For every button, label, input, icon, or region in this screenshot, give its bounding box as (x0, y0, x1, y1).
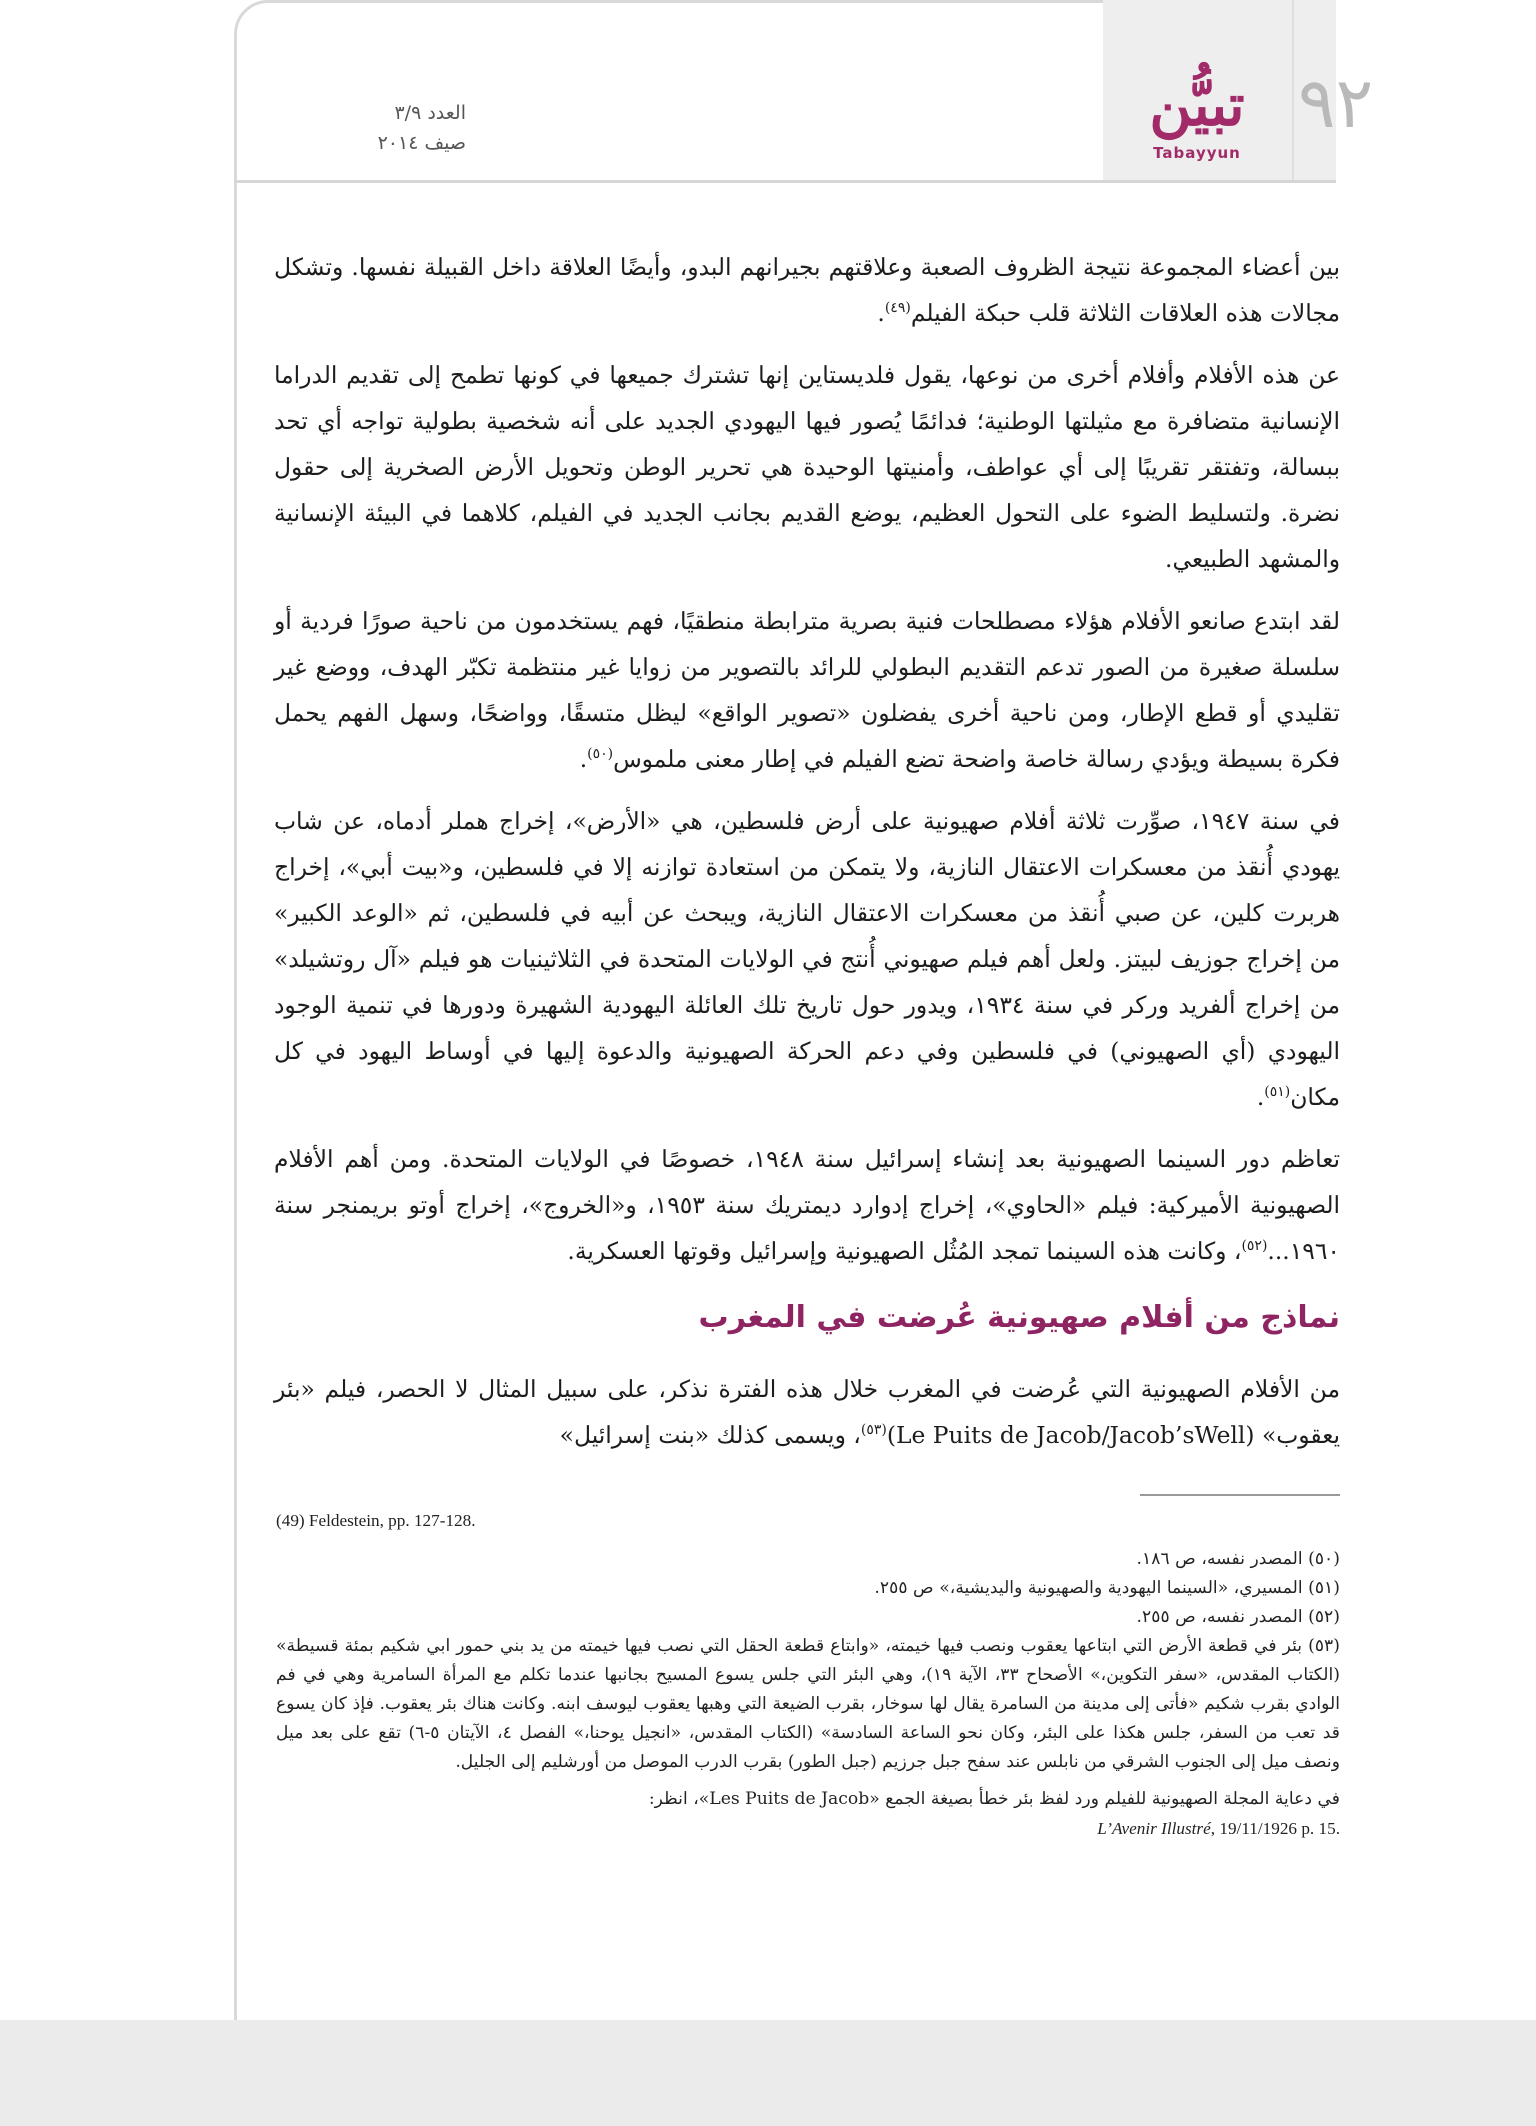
issue-season: صيف ٢٠١٤ (377, 132, 466, 154)
paragraph (274, 352, 1340, 582)
footnote-separator (1140, 1494, 1340, 1496)
section-heading: نماذج من أفلام صهيونية عُرضت في المغرب (698, 1300, 1340, 1335)
paragraph-tail: ، وكانت هذه السينما تمجد المُثُل الصهيونية وإسرائيل وقوتها العسكرية. (567, 1237, 1242, 1265)
footnote-ref[interactable]: (٥١) (1264, 1084, 1291, 1101)
logo-arabic-wordmark: تبيُّن (1149, 71, 1245, 139)
footnotes (276, 1506, 1340, 1843)
paragraph-text: في سنة ١٩٤٧، صوِّرت ثلاثة أفلام صهيونية على أرض فلسطين، هي «الأرض»، إخراج هملر أدماه، عن شاب يهودي أُنقذ من معسكرات الاعتقال النازية، ولا يتمكن من استعادة توازنه إلا في فلسطين، و«بيت أبي»، إخراج هربرت كلين، عن صبي أُنقذ من معسكرات الاعتقال النازية، ويبحث عن أبيه في فلسطين، ثم «الوعد الكبير» من إخراج جوزيف لبيتز. ولعل أهم فيلم صهيوني أُنتج في الولايات المتحدة في الثلاثينيات هو فيلم «آل روتشيلد» من إخراج ألفريد وركر في سنة ١٩٣٤، ويدور حول تاريخ تلك العائلة اليهودية الشهيرة ودورها في تنمية الوجود اليهودي (أي الصهيوني) في فلسطين وفي دعم الحركة الصهيونية والدعوة إليها في أوساط اليهود في كل مكان (274, 807, 1340, 1111)
header-rule (234, 180, 1336, 183)
paragraph (274, 1136, 1340, 1274)
footnote-ref[interactable]: (٥٣) (860, 1422, 887, 1439)
journal-logo (1122, 71, 1272, 168)
paragraph-text: من الأفلام الصهيونية التي عُرضت في المغرب خلال هذه الفترة نذكر، على سبيل المثال لا الحصر، فيلم «بئر يعقوب» (Le Puits de Jacob/Jacob’sWell) (274, 1375, 1340, 1449)
paragraph (274, 244, 1340, 336)
article-body (274, 244, 1340, 1474)
paragraph-tail: . (1256, 1083, 1265, 1111)
footnote-50: (٥٠) المصدر نفسه، ص ١٨٦. (1136, 1549, 1340, 1569)
footnote-gap (276, 1777, 1340, 1785)
paragraph-text: تعاظم دور السينما الصهيونية بعد إنشاء إسرائيل سنة ١٩٤٨، خصوصًا في الولايات المتحدة. ومن أهم الأفلام الصهيونية الأميركية: فيلم «الحاوي»، إخراج إدوارد ديمتريك سنة ١٩٥٣، و«الخروج»، إخراج أوتو بريمنجر سنة ١٩٦٠... (274, 1145, 1340, 1265)
paragraph-text: بين أعضاء المجموعة نتيجة الظروف الصعبة وعلاقتهم بجيرانهم البدو، وأيضًا العلاقة داخل القبيلة نفسها. وتشكل مجالات هذه العلاقات الثلاثة قلب حبكة الفيلم (274, 253, 1340, 327)
footnote-49: (49) Feldestein, pp. 127-128. (276, 1511, 476, 1530)
paragraph-text: عن هذه الأفلام وأفلام أخرى من نوعها، يقول فلديستاين إنها تشترك جميعها في كونها تطمح إلى تقديم الدراما الإنسانية متضافرة مع مثيلتها الوطنية؛ فدائمًا يُصور فيها اليهودي الجديد على أنه شخصية بطولية تواجه أي تحد ببسالة، وتفتقر تقريبًا إلى أي عواطف، وأمنيتها الوحيدة هي تحرير الوطن وتحويل الأرض الصخرية إلى حقول نضرة. ولتسليط الضوء على التحول العظيم، يوضع القديم بجانب الجديد في الفيلم، كلاهما في البيئة الإنسانية والمشهد الطبيعي. (274, 361, 1340, 573)
footnote-53: (٥٣) بئر في قطعة الأرض التي ابتاعها يعقوب ونصب فيها خيمته، «وابتاع قطعة الحقل التي نصب فيها خيمته من يد بني حمور ابي شكيم بمئة قسيطة» (الكتاب المقدس، «سفر التكوين،» الأصحاح ٣٣، الآية ١٩)، وهي البئر التي جلس يسوع المسيح بجانبها عندما تكلم مع المرأة السامرية وهي في فم الوادي بقرب شكيم «فأتى إلى مدينة من السامرة يقال لها سوخار، بقرب الضيعة التي وهبها يعقوب ليوسف ابنه. وكانت هناك بئر يعقوب. فإذ كان يسوع قد تعب من السفر، جلس هكذا على البئر، وكان نحو الساعة السادسة» (الكتاب المقدس، «انجيل يوحنا،» الفصل ٤، الآيتان ٥-٦) تقع على بعد ميل ونصف ميل إلى الجنوب الشرقي من نابلس عند سفح جبل جرزيم (جبل الطور) بقرب الدرب الموصل من أورشليم إلى الجليل. (276, 1636, 1340, 1772)
footnote-ref[interactable]: (٥٠) (587, 746, 614, 763)
paragraph-tail: ، ويسمى كذلك «بنت إسرائيل» (559, 1421, 861, 1449)
paragraph (274, 798, 1340, 1120)
issue-number: العدد ٣/٩ (394, 102, 466, 124)
issue-meta (266, 98, 466, 158)
footnote-ref[interactable]: (٤٩) (884, 300, 911, 317)
paragraph (274, 1366, 1340, 1458)
footnote-ref[interactable]: (٥٢) (1241, 1238, 1268, 1255)
paragraph-text: لقد ابتدع صانعو الأفلام هؤلاء مصطلحات فنية بصرية مترابطة منطقيًا، فهم يستخدمون من ناحية صورًا فردية أو سلسلة صغيرة من الصور تدعم التقديم البطولي للرائد بالتصوير من زوايا غير منتظمة تكبّر الهدف، ووضع غير تقليدي أو قطع الإطار، ومن ناحية أخرى يفضلون «تصوير الواقع» ليظل متسقًا، وواضحًا، وسهل الفهم يحمل فكرة بسيطة ويؤدي رسالة خاصة واضحة تضع الفيلم في إطار معنى ملموس (274, 607, 1340, 773)
paragraph (274, 598, 1340, 782)
page-number: ٩٢ (1298, 62, 1374, 144)
footnote-53-source (276, 1814, 1340, 1843)
page-bottom-margin (0, 2020, 1536, 2126)
footnote-51: (٥١) المسيري، «السينما اليهودية والصهيونية واليديشية،» ص ٢٥٥. (874, 1578, 1340, 1598)
source-title: L’Avenir Illustré (1097, 1819, 1211, 1838)
logo-latin-wordmark: Tabayyun (1153, 144, 1241, 162)
source-details: , 19/11/1926 p. 15. (1210, 1819, 1340, 1838)
paragraph-tail: . (579, 745, 588, 773)
footnote-52: (٥٢) المصدر نفسه، ص ٢٥٥. (1136, 1607, 1340, 1627)
paragraph-tail: . (877, 299, 885, 327)
footnote-53-note: في دعاية المجلة الصهيونية للفيلم ورد لفظ بئر خطأ بصيغة الجمع «Les Puits de Jacob»، انظر: (648, 1789, 1340, 1809)
page-number-divider (1292, 0, 1294, 180)
